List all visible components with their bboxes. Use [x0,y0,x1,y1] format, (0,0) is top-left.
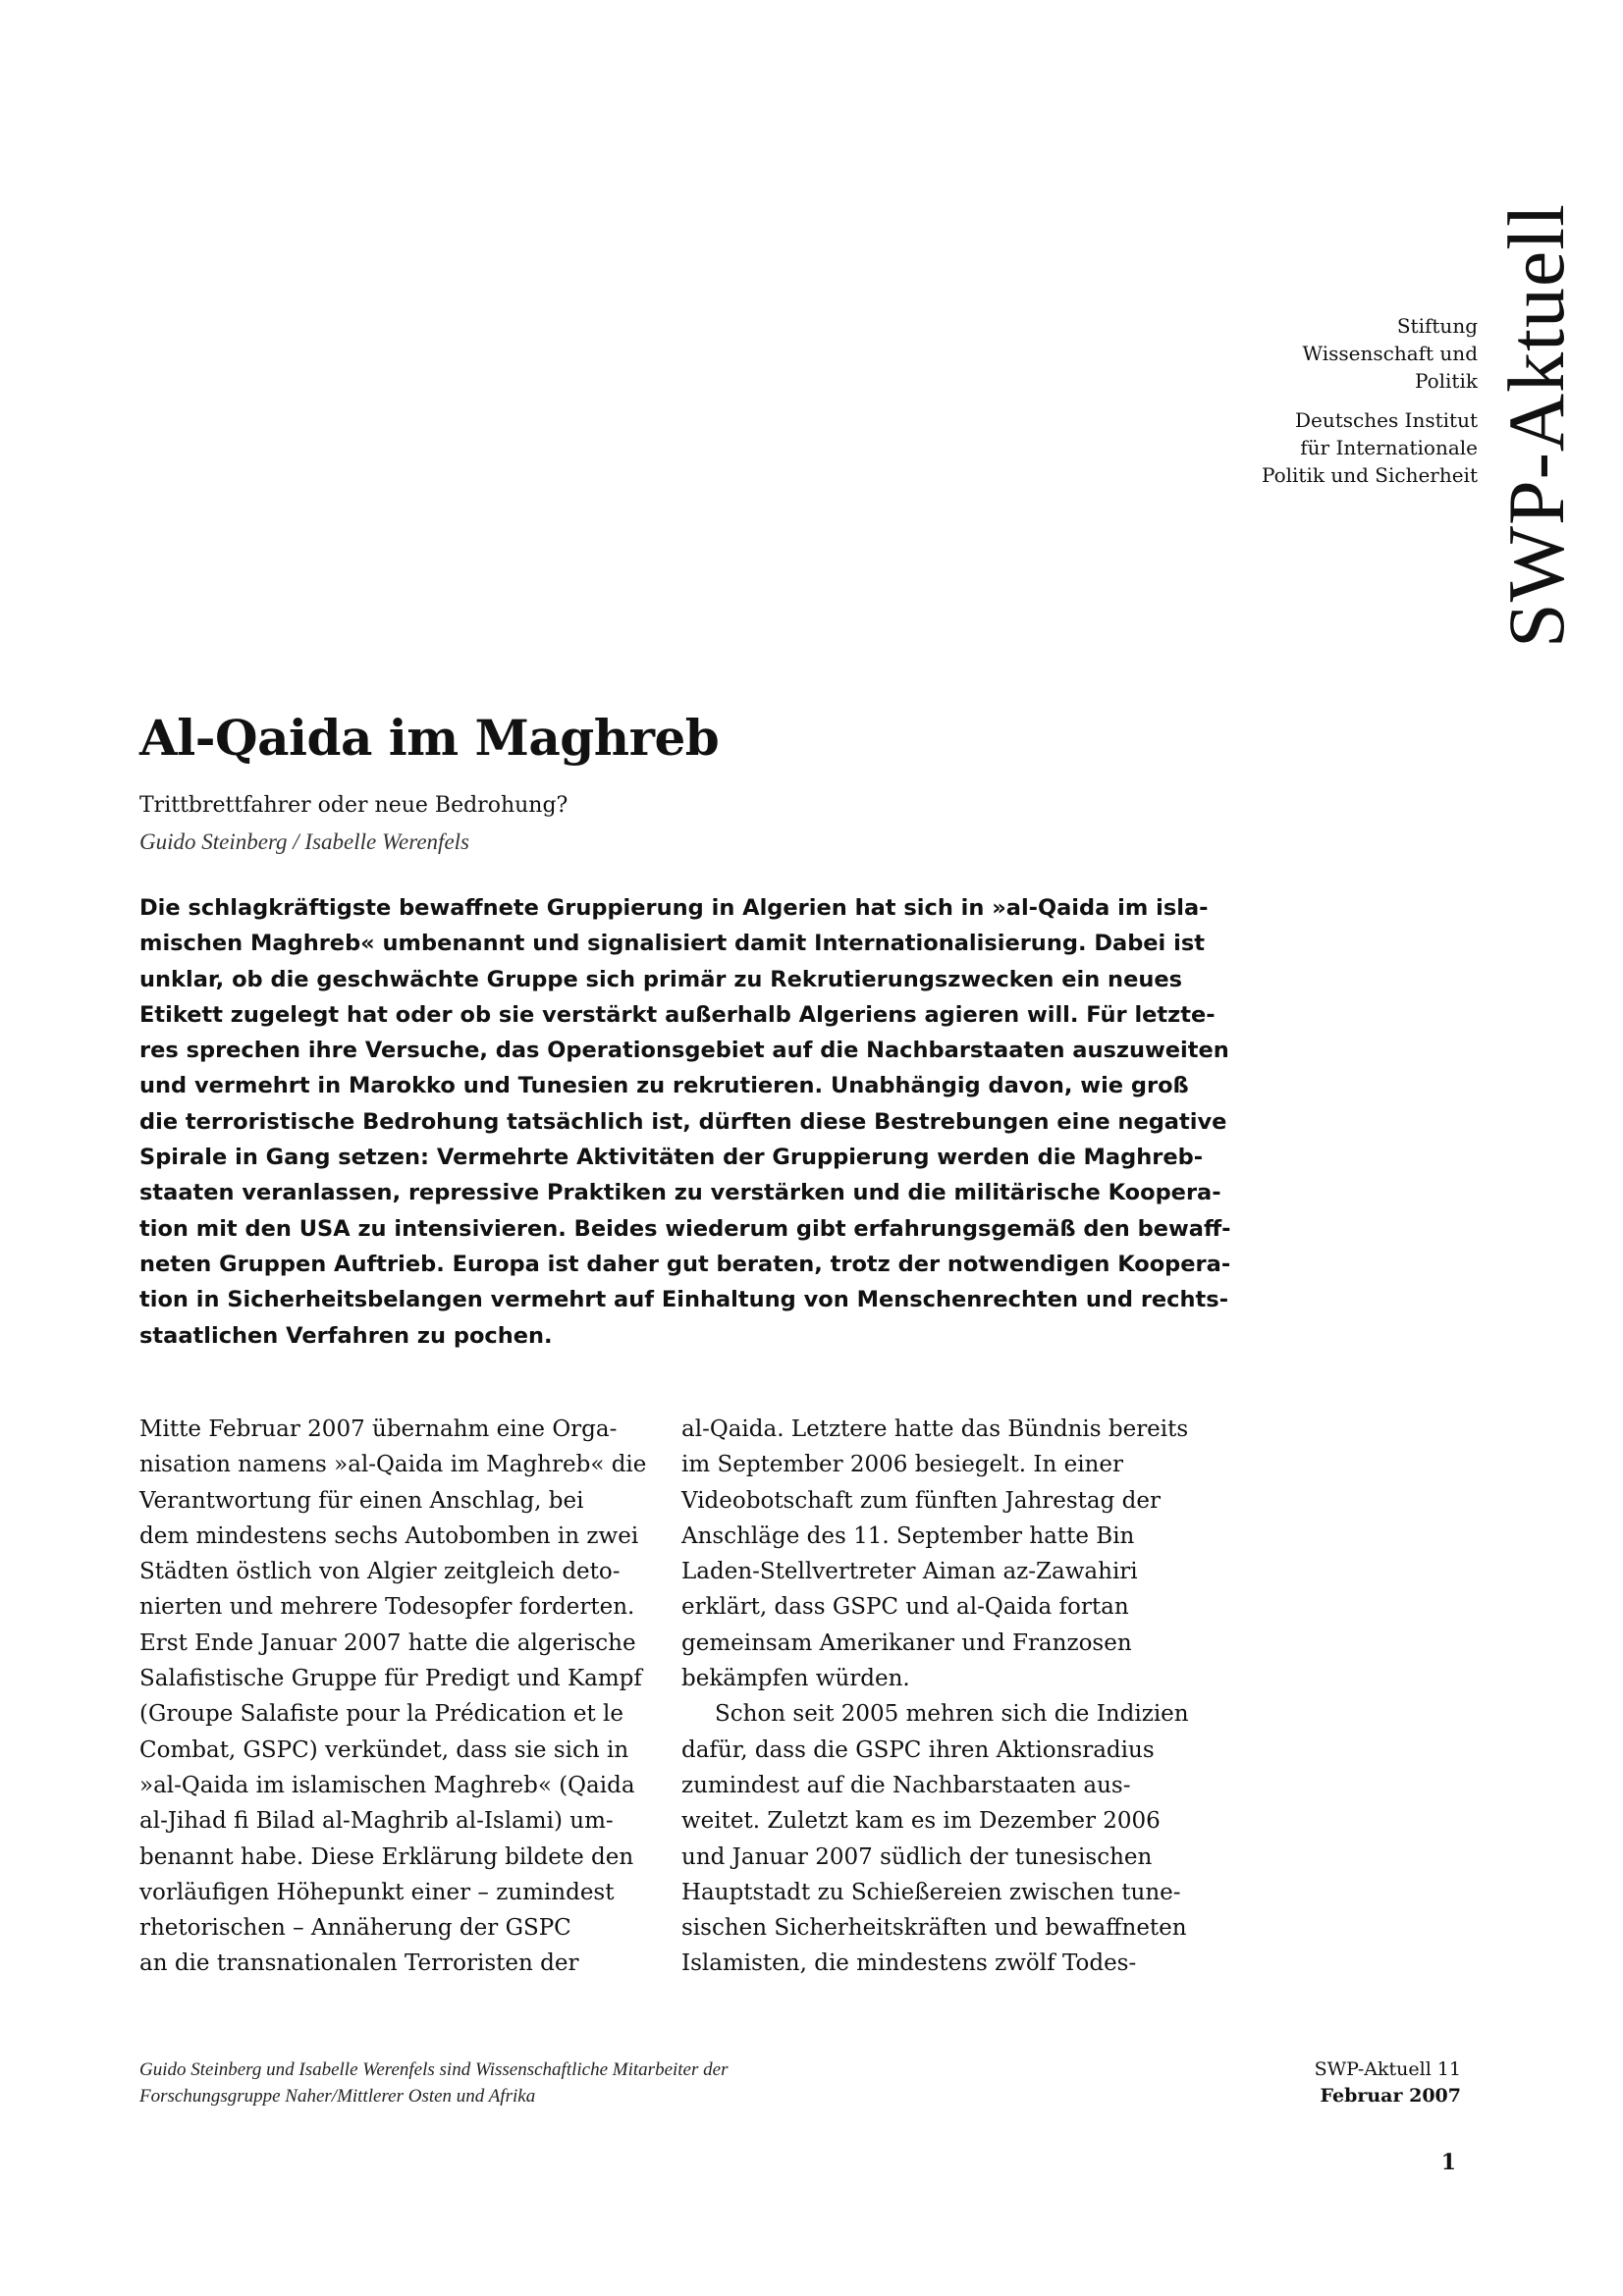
body-line: dafür, dass die GSPC ihren Aktionsradius [681,1736,1155,1763]
abstract-line: und vermehrt in Marokko und Tunesien zu rekrutieren. Unabhängig davon, wie groß [139,1073,1189,1099]
body-column-right [681,1412,1192,1982]
abstract-line: mischen Maghreb« umbenannt und signalisiert damit Internationalisierung. Dabei ist [139,931,1205,957]
abstract-line: res sprechen ihre Versuche, das Operationsgebiet auf die Nachbarstaaten auszuweiten [139,1038,1229,1064]
institute-name-line: Wissenschaft und [1302,342,1478,365]
body-line: Hauptstadt zu Schießereien zwischen tune- [681,1879,1181,1905]
institute-name-line: Stiftung [1396,314,1478,338]
institute-subtitle-line: Politik und Sicherheit [1261,463,1478,487]
institute-name-block [1154,312,1478,395]
body-line: an die transnationalen Terroristen der [139,1950,579,1977]
institute-name-line: Politik [1414,369,1478,393]
body-column-left [139,1412,650,1982]
body-line: sischen Sicherheitskräften und bewaffneten [681,1915,1187,1942]
abstract-line: Etikett zugelegt hat oder ob sie verstärkt außerhalb Algeriens agieren will. Für letzte- [139,1001,1216,1028]
body-line: Schon seit 2005 mehren sich die Indizien [715,1701,1189,1728]
issue-date: Februar 2007 [1320,2085,1461,2107]
body-line: nisation namens »al-Qaida im Maghreb« die [139,1452,647,1478]
body-line: al-Qaida. Letztere hatte das Bündnis bereits [681,1416,1189,1442]
page-number: 1 [1440,2150,1456,2175]
body-line: benannt habe. Diese Erklärung bildete den [139,1843,634,1870]
article-authors: Guido Steinberg / Isabelle Werenfels [139,829,469,854]
body-line: im September 2006 besiegelt. In einer [681,1452,1123,1478]
body-line: weitet. Zuletzt kam es im Dezember 2006 [681,1808,1161,1835]
abstract-line: die terroristische Bedrohung tatsächlich ist, dürften diese Bestrebungen eine negative [139,1108,1227,1135]
body-line: Videobotschaft zum fünften Jahrestag der [681,1487,1161,1514]
body-line: Combat, GSPC) verkündet, dass sie sich in [139,1736,629,1763]
body-line: Mitte Februar 2007 übernahm eine Orga- [139,1416,618,1442]
author-note [139,2056,728,2109]
abstract-line: staatlichen Verfahren zu pochen. [139,1322,553,1349]
abstract-line: Die schlagkräftigste bewaffnete Gruppierung in Algerien hat sich in »al-Qaida im isla- [139,895,1209,921]
body-line: Städten östlich von Algier zeitgleich deto- [139,1559,621,1585]
body-line: gemeinsam Amerikaner und Franzosen [681,1629,1132,1656]
abstract-line: staaten veranlassen, repressive Praktiken zu verstärken und die militärische Koopera- [139,1180,1221,1206]
body-line: und Januar 2007 südlich der tunesischen [681,1843,1153,1870]
body-line: (Groupe Salafiste pour la Prédication et le [139,1701,624,1728]
series-info [1315,2056,1461,2109]
author-note-line: Guido Steinberg und Isabelle Werenfels sind Wissenschaftliche Mitarbeiter der [139,2059,729,2080]
article-title: Al-Qaida im Maghreb [139,709,720,767]
abstract-line: tion mit den USA zu intensivieren. Beides wiederum gibt erfahrungsgemäß den bewaff- [139,1215,1231,1242]
body-line: rhetorischen – Annäherung der GSPC [139,1915,571,1942]
abstract-line: neten Gruppen Auftrieb. Europa ist daher gut beraten, trotz der notwendigen Koopera- [139,1251,1231,1277]
body-line: nierten und mehrere Todesopfer forderten. [139,1594,635,1621]
institute-subtitle-line: Deutsches Institut [1294,408,1478,432]
body-line: bekämpfen würden. [681,1666,910,1692]
institute-name [1154,312,1478,501]
body-line: al-Jihad fi Bilad al-Maghrib al-Islami) um- [139,1808,614,1835]
body-line: »al-Qaida im islamischen Maghreb« (Qaida [139,1772,635,1798]
abstract-line: Spirale in Gang setzen: Vermehrte Aktivitäten der Gruppierung werden die Maghreb- [139,1145,1204,1171]
body-line: Salafistische Gruppe für Predigt und Kampf [139,1666,642,1692]
body-line: Anschläge des 11. September hatte Bin [681,1522,1135,1549]
body-line: Laden-Stellvertreter Aiman az-Zawahiri [681,1559,1138,1585]
institute-subtitle-line: für Internationale [1300,436,1478,459]
body-line: Islamisten, die mindestens zwölf Todes- [681,1950,1137,1977]
issue-label: SWP-Aktuell 11 [1314,2058,1461,2080]
body-line: zumindest auf die Nachbarstaaten aus- [681,1772,1131,1798]
body-line: erklärt, dass GSPC und al-Qaida fortan [681,1594,1129,1621]
institute-subtitle-block [1154,406,1478,489]
article-subtitle: Trittbrettfahrer oder neue Bedrohung? [139,793,568,818]
series-logo: SWP-Aktuell [1491,203,1581,648]
body-line: dem mindestens sechs Autobomben in zwei [139,1522,639,1549]
body-line: Erst Ende Januar 2007 hatte die algerische [139,1629,636,1656]
abstract-line: tion in Sicherheitsbelangen vermehrt auf Einhaltung von Menschenrechten und rechts- [139,1287,1229,1313]
author-note-line: Forschungsgruppe Naher/Mittlerer Osten und Afrika [139,2086,536,2107]
abstract [139,890,1231,1354]
abstract-line: unklar, ob die geschwächte Gruppe sich primär zu Rekrutierungszwecken ein neues [139,966,1183,992]
body-line: vorläufigen Höhepunkt einer – zumindest [139,1879,615,1905]
body-line: Verantwortung für einen Anschlag, bei [139,1487,584,1514]
